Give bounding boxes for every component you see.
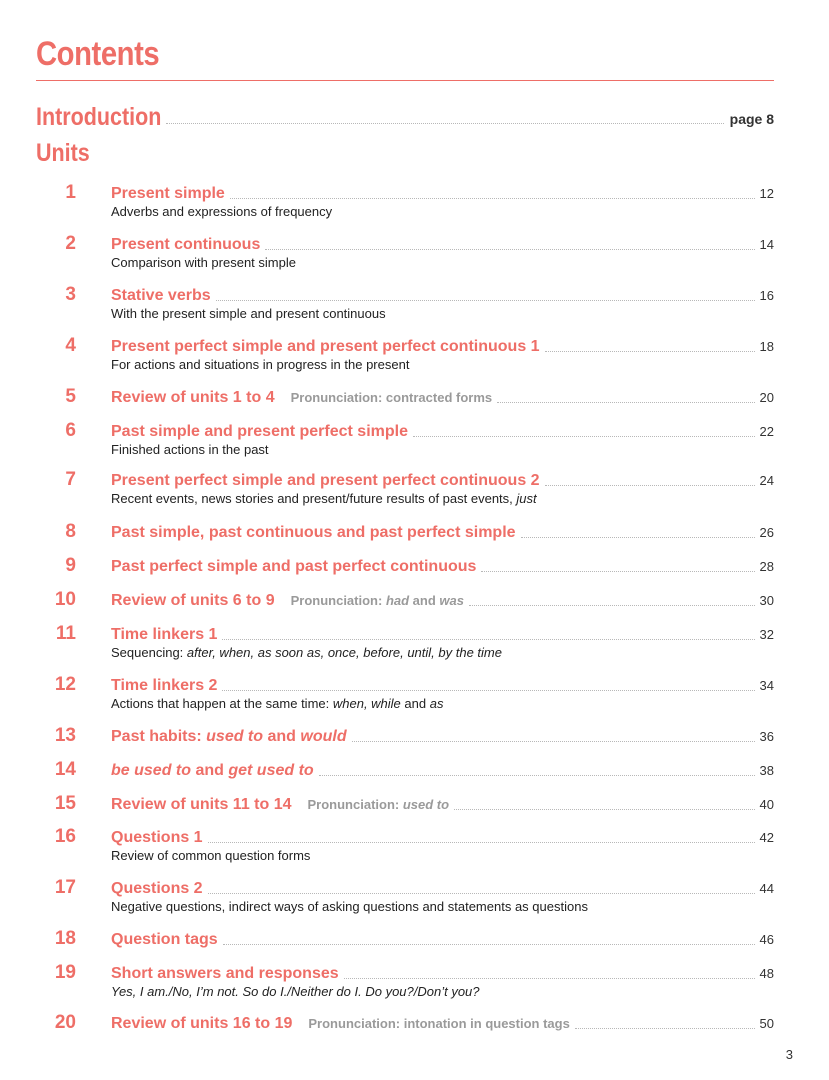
text-segment: Questions 2 bbox=[111, 880, 203, 897]
unit-page-number: 26 bbox=[759, 525, 774, 540]
unit-title-line bbox=[111, 762, 774, 780]
text-segment: Negative questions, indirect ways of asking questions and statements as questions bbox=[111, 899, 588, 914]
unit-title-line bbox=[111, 524, 774, 542]
dot-leader bbox=[222, 638, 754, 640]
pronunciation-note bbox=[291, 593, 464, 608]
text-segment: Questions 1 bbox=[111, 829, 203, 846]
text-segment: Time linkers 1 bbox=[111, 626, 218, 643]
unit-number: 5 bbox=[65, 386, 76, 407]
italic-text: just bbox=[516, 491, 537, 506]
dot-leader bbox=[454, 808, 754, 810]
unit-title-line bbox=[111, 626, 774, 644]
unit-title bbox=[111, 1015, 292, 1033]
unit-page-number: 20 bbox=[759, 390, 774, 405]
unit-number: 1 bbox=[65, 182, 76, 203]
unit-title bbox=[111, 796, 292, 814]
dot-leader bbox=[208, 892, 755, 894]
unit-title-line bbox=[111, 965, 774, 983]
unit-title-line bbox=[111, 472, 774, 490]
unit-subtitle bbox=[111, 899, 588, 915]
unit-page-number: 48 bbox=[759, 966, 774, 981]
unit-subtitle bbox=[111, 848, 310, 864]
unit-page-number: 38 bbox=[759, 763, 774, 778]
unit-subtitle bbox=[111, 306, 386, 322]
dot-leader bbox=[265, 248, 754, 250]
text-segment: and bbox=[191, 762, 229, 779]
italic-text: used to bbox=[402, 797, 450, 812]
unit-title bbox=[111, 423, 408, 441]
unit-number: 19 bbox=[54, 962, 76, 983]
unit-title bbox=[111, 829, 203, 847]
dot-leader bbox=[545, 350, 755, 352]
text-segment: Short answers and responses bbox=[111, 965, 339, 982]
unit-number: 9 bbox=[65, 555, 76, 576]
text-segment: Review of units 11 to 14 bbox=[111, 796, 292, 813]
unit-page-number: 12 bbox=[759, 186, 774, 201]
unit-number: 14 bbox=[54, 759, 76, 780]
dot-leader bbox=[413, 435, 755, 437]
unit-title-line bbox=[111, 728, 774, 746]
unit-page-number: 36 bbox=[759, 729, 774, 744]
text-segment: Pronunciation: contracted forms bbox=[290, 390, 493, 405]
italic-text: be used to bbox=[111, 762, 192, 779]
introduction-label: Introduction bbox=[36, 103, 162, 131]
text-segment: Actions that happen at the same time: bbox=[111, 696, 333, 711]
unit-number: 17 bbox=[54, 877, 76, 898]
italic-text: after, when, as soon as, once, before, until, by the time bbox=[186, 645, 502, 660]
unit-title-line bbox=[111, 287, 774, 305]
dot-leader bbox=[230, 197, 755, 199]
text-segment: Past simple and present perfect simple bbox=[111, 423, 408, 440]
text-segment: Pronunciation: bbox=[290, 593, 386, 608]
unit-title bbox=[111, 931, 218, 949]
dot-leader bbox=[521, 536, 755, 538]
text-segment: Present continuous bbox=[111, 236, 261, 253]
unit-title bbox=[111, 592, 275, 610]
unit-number: 15 bbox=[54, 793, 76, 814]
unit-title bbox=[111, 728, 347, 746]
unit-title-line bbox=[111, 236, 774, 254]
italic-text: Yes, I am./No, I’m not. So do I./Neither do I. Do you?/Don’t you? bbox=[111, 984, 480, 999]
dot-leader bbox=[216, 299, 755, 301]
unit-title bbox=[111, 626, 217, 644]
unit-page-number: 24 bbox=[759, 473, 774, 488]
introduction-page: page 8 bbox=[729, 111, 774, 127]
unit-subtitle bbox=[111, 442, 269, 458]
unit-page-number: 30 bbox=[759, 593, 774, 608]
italic-text: had bbox=[385, 593, 410, 608]
pronunciation-note bbox=[308, 797, 450, 812]
unit-page-number: 50 bbox=[759, 1016, 774, 1031]
unit-title bbox=[111, 524, 516, 542]
text-segment: For actions and situations in progress in the present bbox=[111, 357, 410, 372]
unit-title-line bbox=[111, 796, 774, 814]
italic-text: would bbox=[300, 728, 347, 745]
unit-title-line bbox=[111, 677, 774, 695]
text-segment: Past habits: bbox=[111, 728, 207, 745]
unit-title-line bbox=[111, 592, 774, 610]
unit-number: 18 bbox=[54, 928, 76, 949]
text-segment: Review of units 16 to 19 bbox=[111, 1015, 293, 1032]
unit-page-number: 40 bbox=[759, 797, 774, 812]
unit-subtitle bbox=[111, 204, 332, 220]
unit-page-number: 18 bbox=[759, 339, 774, 354]
text-segment: Time linkers 2 bbox=[111, 677, 218, 694]
unit-subtitle bbox=[111, 696, 443, 712]
unit-title-line bbox=[111, 1015, 774, 1033]
dot-leader bbox=[469, 604, 755, 606]
dot-leader bbox=[319, 774, 755, 776]
pronunciation-note bbox=[308, 1016, 569, 1031]
dot-leader bbox=[344, 977, 755, 979]
text-segment: Pronunciation: bbox=[307, 797, 403, 812]
dot-leader bbox=[575, 1027, 755, 1029]
dot-leader bbox=[222, 689, 754, 691]
unit-number: 6 bbox=[65, 420, 76, 441]
unit-page-number: 42 bbox=[759, 830, 774, 845]
text-segment: and bbox=[400, 696, 430, 711]
text-segment: Present perfect simple and present perfect continuous 1 bbox=[111, 338, 540, 355]
unit-title-line bbox=[111, 338, 774, 356]
unit-page-number: 22 bbox=[759, 424, 774, 439]
unit-title bbox=[111, 236, 260, 254]
text-segment: Present perfect simple and present perfect continuous 2 bbox=[111, 472, 540, 489]
unit-subtitle bbox=[111, 645, 502, 661]
unit-title bbox=[111, 965, 339, 983]
text-segment: Stative verbs bbox=[111, 287, 211, 304]
dot-leader bbox=[497, 401, 754, 403]
unit-title bbox=[111, 472, 540, 490]
text-segment: Sequencing: bbox=[111, 645, 187, 660]
italic-text: used to bbox=[206, 728, 264, 745]
italic-text: when, while bbox=[332, 696, 401, 711]
text-segment: Recent events, news stories and present/future results of past events, bbox=[111, 491, 517, 506]
unit-number: 13 bbox=[54, 725, 76, 746]
unit-title bbox=[111, 677, 217, 695]
dot-leader bbox=[223, 943, 755, 945]
unit-page-number: 34 bbox=[759, 678, 774, 693]
title-rule bbox=[36, 80, 774, 81]
unit-page-number: 16 bbox=[759, 288, 774, 303]
dot-leader bbox=[545, 484, 755, 486]
text-segment: Past perfect simple and past perfect continuous bbox=[111, 558, 477, 575]
text-segment: Review of units 6 to 9 bbox=[111, 592, 275, 609]
italic-text: was bbox=[439, 593, 464, 608]
dot-leader bbox=[352, 740, 755, 742]
unit-number: 12 bbox=[54, 674, 76, 695]
text-segment: and bbox=[409, 593, 440, 608]
unit-number: 4 bbox=[65, 335, 76, 356]
unit-number: 8 bbox=[65, 521, 76, 542]
unit-subtitle bbox=[111, 357, 409, 373]
unit-title bbox=[111, 762, 314, 780]
unit-title-line bbox=[111, 558, 774, 576]
unit-title bbox=[111, 287, 211, 305]
text-segment: Past simple, past continuous and past perfect simple bbox=[111, 524, 516, 541]
text-segment: Finished actions in the past bbox=[111, 442, 269, 457]
page-title: Contents bbox=[36, 35, 160, 73]
unit-title bbox=[111, 338, 540, 356]
unit-title bbox=[111, 389, 275, 407]
unit-subtitle bbox=[111, 984, 480, 1000]
unit-title-line bbox=[111, 389, 774, 407]
text-segment: Adverbs and expressions of frequency bbox=[111, 204, 333, 219]
introduction-row[interactable] bbox=[36, 96, 774, 130]
units-heading: Units bbox=[36, 139, 90, 167]
dot-leader bbox=[481, 570, 754, 572]
unit-number: 2 bbox=[65, 233, 76, 254]
unit-number: 7 bbox=[65, 469, 76, 490]
text-segment: Review of common question forms bbox=[111, 848, 311, 863]
unit-number: 3 bbox=[65, 284, 76, 305]
unit-number: 10 bbox=[54, 589, 76, 610]
italic-text: as bbox=[429, 696, 444, 711]
unit-subtitle bbox=[111, 491, 537, 507]
unit-number: 16 bbox=[54, 826, 76, 847]
text-segment: Review of units 1 to 4 bbox=[111, 389, 275, 406]
unit-title-line bbox=[111, 185, 774, 203]
dot-leader bbox=[208, 841, 755, 843]
text-segment: With the present simple and present continuous bbox=[111, 306, 386, 321]
text-segment: Present simple bbox=[111, 185, 225, 202]
dot-leader bbox=[166, 122, 724, 124]
unit-title-line bbox=[111, 931, 774, 949]
unit-page-number: 14 bbox=[759, 237, 774, 252]
unit-title-line bbox=[111, 829, 774, 847]
unit-number: 11 bbox=[55, 623, 76, 644]
pronunciation-note bbox=[291, 390, 493, 405]
unit-title bbox=[111, 185, 225, 203]
text-segment: Comparison with present simple bbox=[111, 255, 296, 270]
unit-title bbox=[111, 880, 203, 898]
unit-page-number: 46 bbox=[759, 932, 774, 947]
unit-title-line bbox=[111, 880, 774, 898]
page-number: 3 bbox=[785, 1047, 793, 1062]
unit-title bbox=[111, 558, 476, 576]
italic-text: get used to bbox=[228, 762, 314, 779]
text-segment: Question tags bbox=[111, 931, 218, 948]
unit-page-number: 28 bbox=[759, 559, 774, 574]
text-segment: and bbox=[263, 728, 301, 745]
unit-page-number: 32 bbox=[759, 627, 774, 642]
unit-subtitle bbox=[111, 255, 296, 271]
unit-title-line bbox=[111, 423, 774, 441]
text-segment: Pronunciation: intonation in question tags bbox=[308, 1016, 570, 1031]
unit-page-number: 44 bbox=[759, 881, 774, 896]
unit-number: 20 bbox=[54, 1012, 76, 1033]
